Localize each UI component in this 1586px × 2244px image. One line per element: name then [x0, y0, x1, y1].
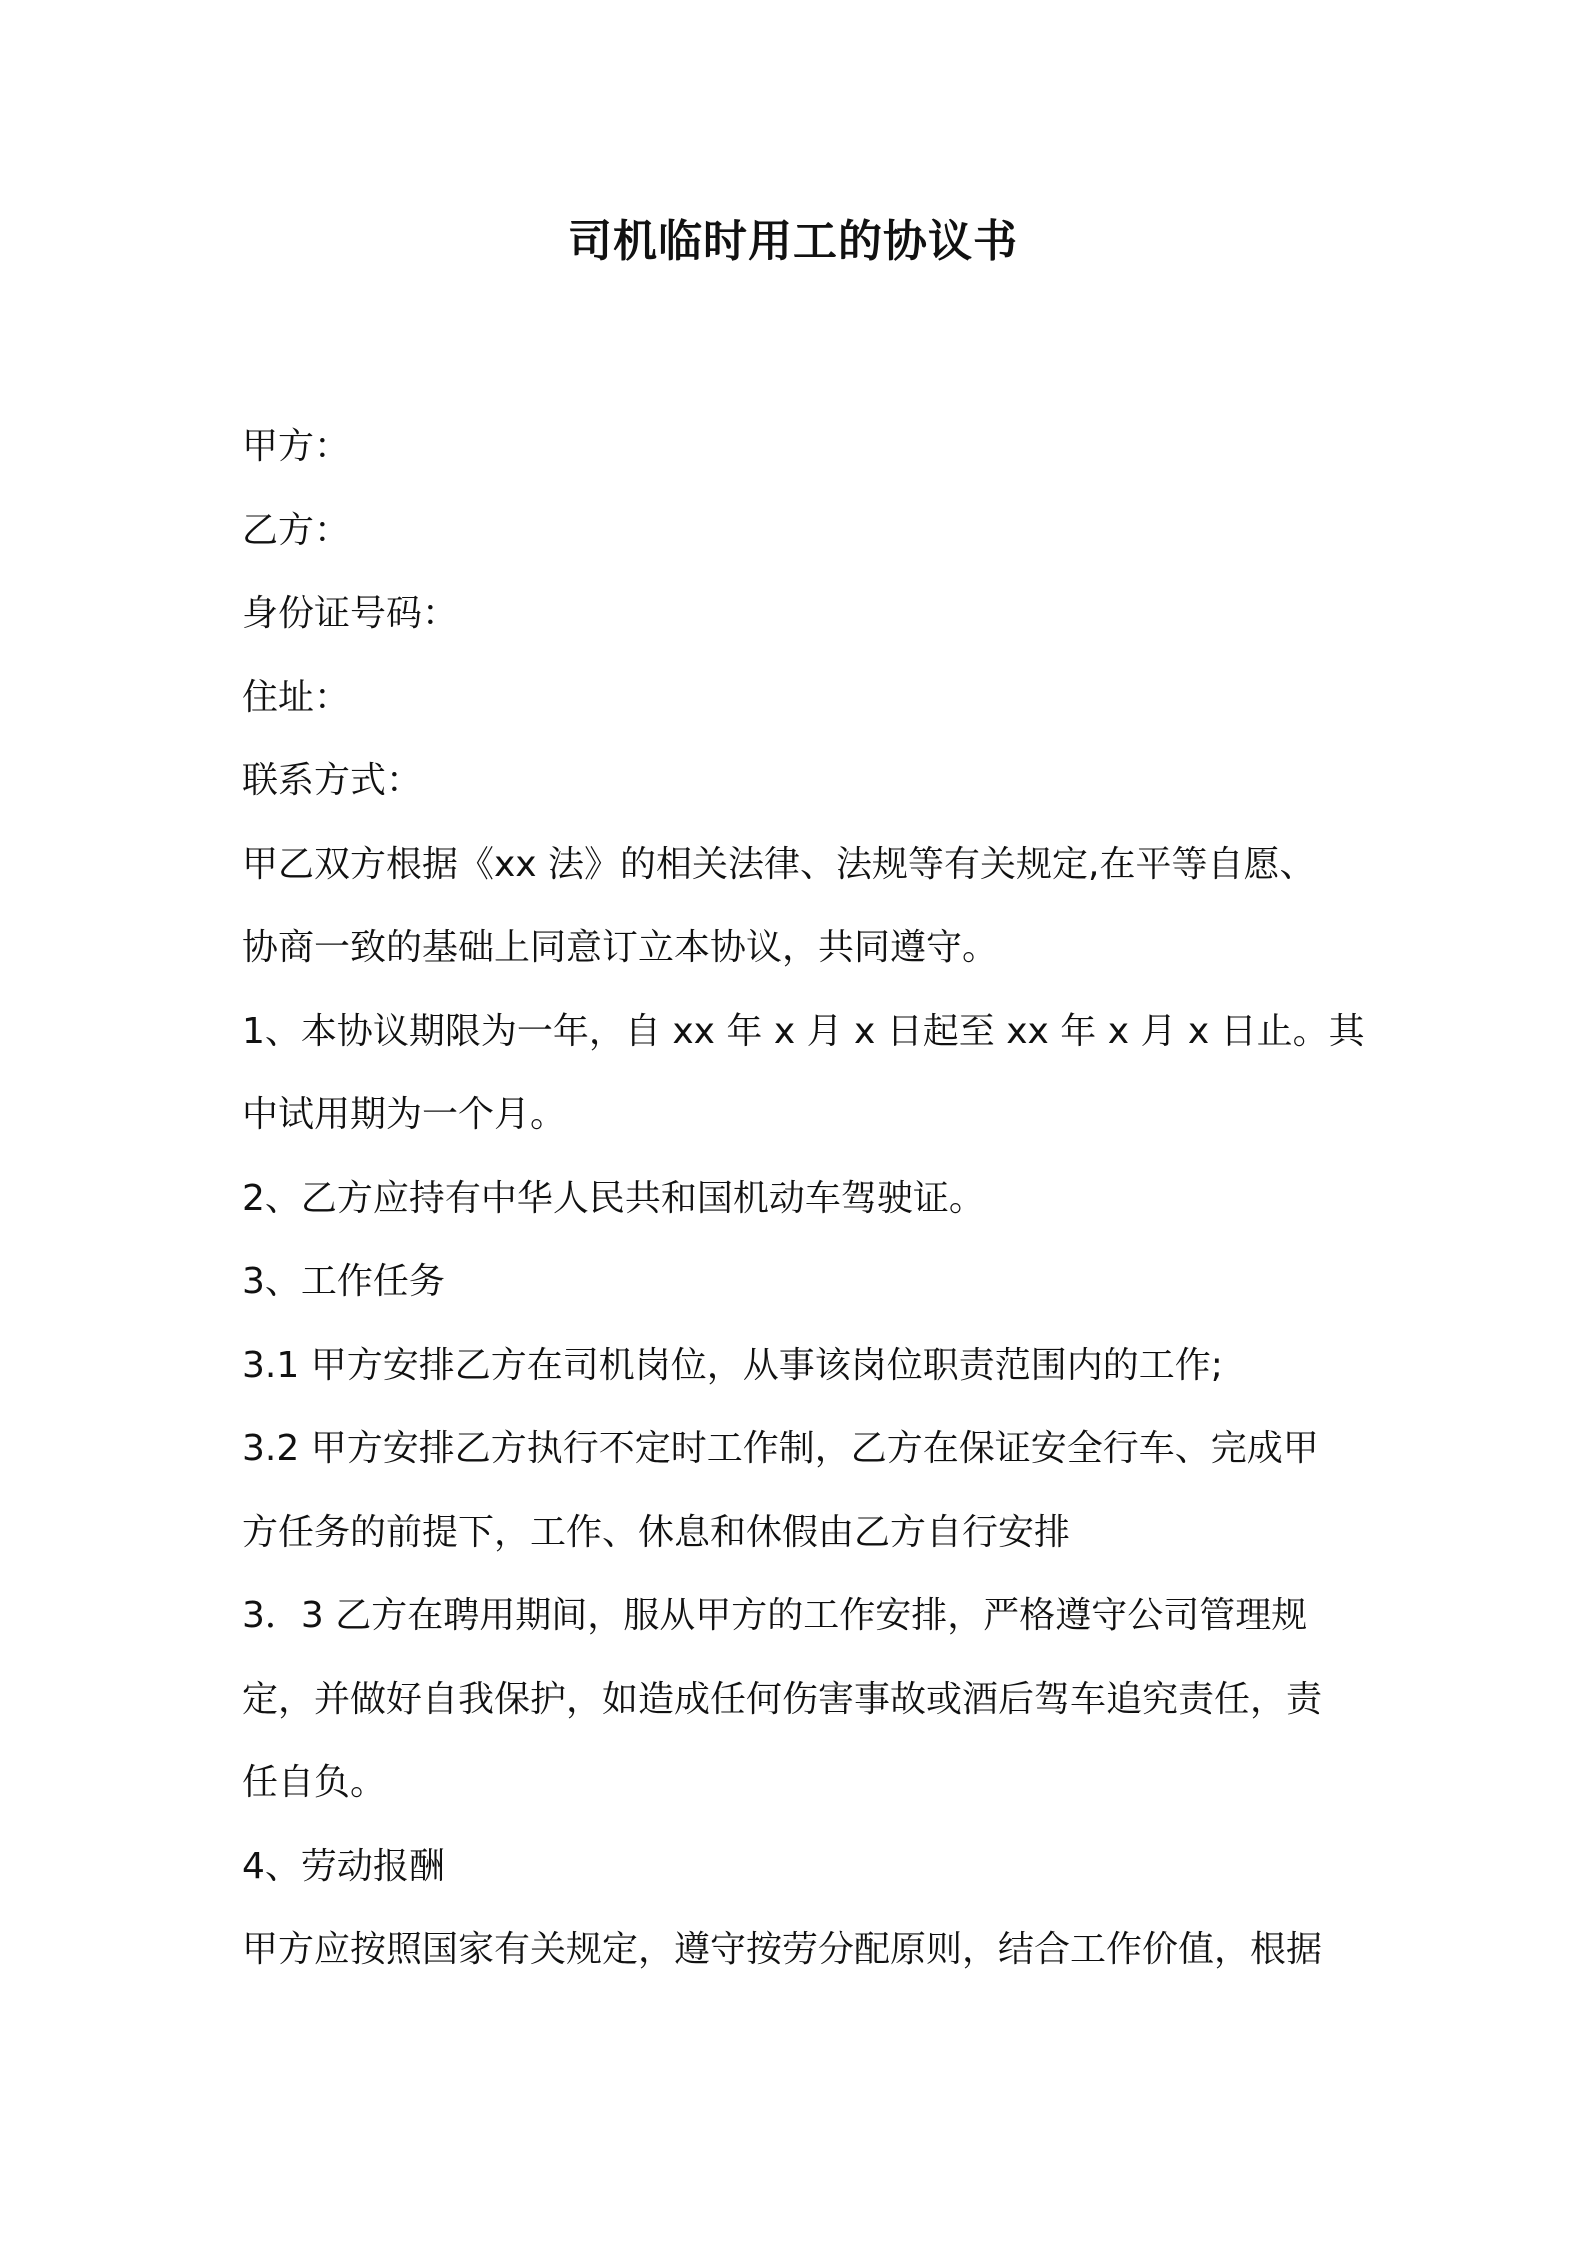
section-heading: 4、劳动报酬	[242, 1845, 445, 1887]
clause-line: 定，并做好自我保护，如造成任何伤害事故或酒后驾车追究责任，责	[242, 1678, 1323, 1720]
clause-line: 2、乙方应持有中华人民共和国机动车驾驶证。	[242, 1177, 985, 1219]
clause-line: 3．3 乙方在聘用期间，服从甲方的工作安排，严格遵守公司管理规	[242, 1595, 1308, 1636]
address-line: 住址：	[242, 676, 351, 718]
clause-line: 甲方应按照国家有关规定，遵守按劳分配原则，结合工作价值，根据	[242, 1929, 1323, 1970]
document-body	[242, 405, 1365, 1992]
id-number-line: 身份证号码：	[242, 593, 459, 634]
clause-line: 3.2 甲方安排乙方执行不定时工作制，乙方在保证安全行车、完成甲	[242, 1428, 1319, 1469]
party-b-line: 乙方：	[242, 509, 351, 551]
document-title: 司机临时用工的协议书	[568, 216, 1018, 267]
clause-line: 1、本协议期限为一年，自 xx 年 x 月 x 日起至 xx 年 x 月 x 日止。其	[242, 1010, 1365, 1052]
party-a-line: 甲方：	[242, 426, 351, 467]
preamble-line: 甲乙双方根据《xx 法》的相关法律、法规等有关规定,在平等自愿、	[242, 843, 1316, 885]
clause-line: 中试用期为一个月。	[242, 1094, 567, 1135]
clause-line: 3.1 甲方安排乙方在司机岗位，从事该岗位职责范围内的工作;	[242, 1344, 1223, 1386]
contact-line: 联系方式：	[242, 760, 423, 801]
clause-line: 方任务的前提下，工作、休息和休假由乙方自行安排	[242, 1511, 1071, 1553]
preamble-line: 协商一致的基础上同意订立本协议，共同遵守。	[242, 927, 999, 968]
section-heading: 3、工作任务	[242, 1261, 445, 1302]
clause-line: 任自负。	[242, 1762, 387, 1803]
